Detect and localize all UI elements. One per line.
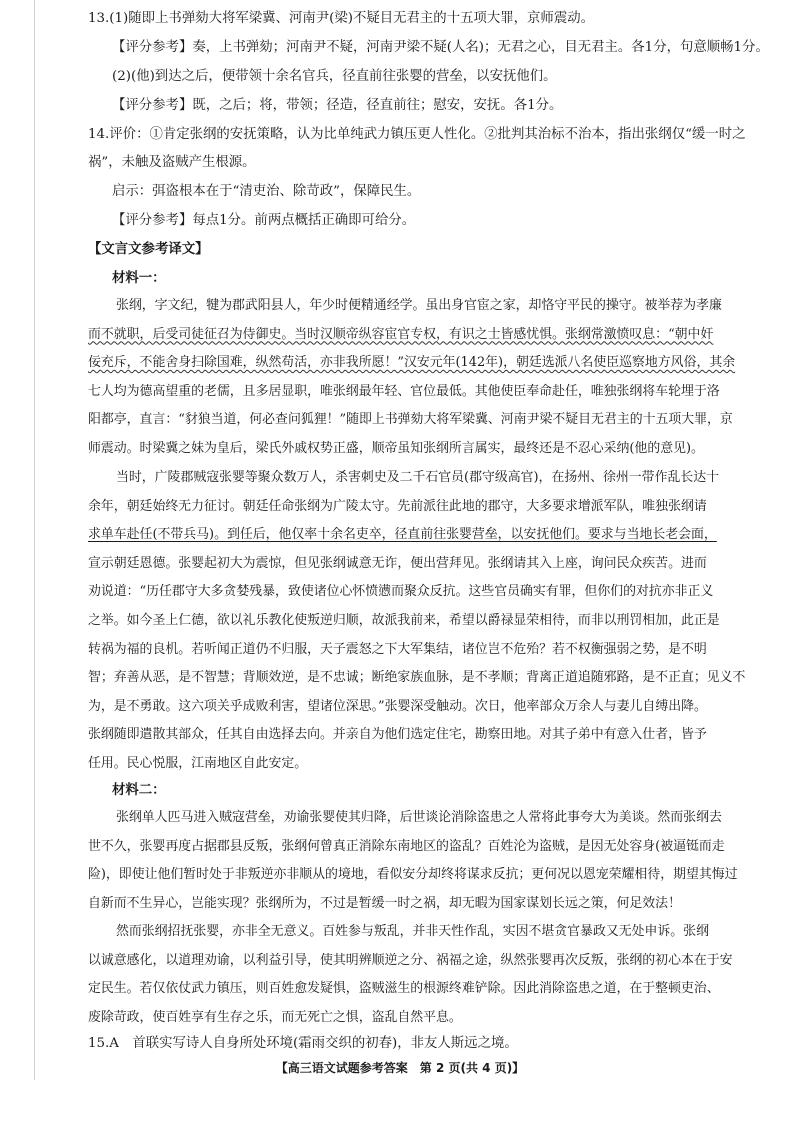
text-line: 智；弃善从恶，是不智慧；背顺效逆，是不忠诚；断绝家族血脉，是不孝顺；背离正道追随邪路，是不正直；见义不 [88,670,746,686]
text-line: 以诚意感化，以道理劝谕，以利益引导，使其明辨顺逆之分、祸福之途，纵然张婴再次反叛，张纲的初心本在于安 [88,952,733,968]
text-line: 宣示朝廷恩德。张婴起初大为震惊，但见张纲诚意无诈，便出营拜见。张纲请其入上座，询问民众疾苦。进而 [88,555,707,571]
text-line: 劝说道：“历任郡守大多贪婪残暴，致使诸位心怀愤懑而聚众反抗。这些官员确实有罪，但你们的对抗亦非正义 [88,584,714,600]
page-footer: 【高三语文试题参考答案 第 2 页(共 4 页)】 [275,1061,525,1075]
text-line: 废除苛政，使百姓享有生存之乐，而无死亡之惧，盗乱自然平息。 [88,1009,462,1025]
q13-scoring-1: 【评分参考】奏，上书弹劾；河南尹不疑，河南尹梁不疑(人名)；无君之心，目无君主。各1分，句意顺畅1分。 [112,40,769,55]
text-line: 为，是不勇敢。这六项关乎成败利害，望诸位深思。”张婴深受触动。次日，他率部众万余人与妻儿自缚出降。 [88,698,707,714]
q14-line-2: 祸”，未触及盗贼产生根源。 [88,155,256,170]
text-line: 定民生。若仅依仗武力镇压，则百姓愈发疑惧，盗贼滋生的根源终难铲除。因此消除盗患之道，在于整顿吏治、 [88,981,720,997]
material-2-paragraph-1 [88,804,738,918]
q14-inspiration: 启示：弭盗根本在于“清吏治、除苛政”，保障民生。 [112,184,421,199]
q14-scoring: 【评分参考】每点1分。前两点概括正确即可给分。 [112,213,416,228]
text-line: 世不久，张婴再度占据郡县反叛，张纲何曾真正消除东南地区的盗乱？百姓沦为盗贼，是因无处容身(被逼铤而走 [88,838,725,854]
material-1-paragraph-2 [88,464,746,779]
q14-line-1: 14.评价：①肯定张纲的安抚策略，认为比单纯武力镇压更人性化。②批判其治标不治本，指出张纲仅“缓一时之 [88,127,746,142]
text-line: 然而张纲招抚张婴，亦非全无意义。百姓参与叛乱，并非天性作乱，实因不堪贪官暴政又无处申诉。张纲 [116,924,709,939]
text-line: 求单车赴任(不带兵马)。到任后，他仅率十余名吏卒，径直前往张婴营垒，以安抚他们。要求与当地长老会面， [88,527,717,543]
section-title: 【文言文参考译文】 [88,241,209,257]
text-line: 张纲单人匹马进入贼寇营垒，劝谕张婴使其归降，后世谈论消除盗患之人常将此事夸大为美谈。然而张纲去 [116,810,722,825]
text-line: 张纲随即遣散其部众，任其自由选择去向。并亲自为他们选定住宅，勘察田地。对其子弟中有意入仕者，皆予 [88,727,707,743]
material-1-paragraph-1 [88,292,736,464]
text-line: 之举。如今圣上仁德，欲以礼乐教化使叛逆归顺，故派我前来，希望以爵禄显荣相待，而非以刑罚相加，此正是 [88,612,720,628]
text-line: 余年，朝廷始终无力征讨。朝廷任命张纲为广陵太守。先前派往此地的郡守，大多要求增派军队，唯独张纲请 [88,498,707,514]
text-line: 佞充斥，不能舍身扫除国难，纵然苟活，亦非我所愿！”汉安元年(142年)，朝廷选派八名使臣巡察地方风俗，其余 [88,355,736,371]
text-line: 任用。民心悦服，江南地区自此安定。 [88,755,308,771]
q13-scoring-2: 【评分参考】既，之后；将，带领；径造，径直前往；慰安，安抚。各1分。 [112,98,563,113]
text-line: 当时，广陵郡贼寇张婴等聚众数万人，杀害刺史及二千石官员(郡守级高官)，在扬州、徐州一带作乱长达十 [116,470,720,485]
text-line: 师震动。时梁冀之妹为皇后，梁氏外戚权势正盛，顺帝虽知张纲所言属实，最终还是不忍心采纳(他的意见)。 [88,440,704,456]
material-1-title: 材料一： [112,270,166,286]
text-line: 张纲，字文纪，犍为郡武阳县人，年少时便精通经学。虽出身官宦之家，却恪守平民的操守。被举荐为孝廉 [116,298,722,313]
material-2-paragraph-2 [88,918,733,1032]
text-line: 七人均为德高望重的老儒，且多居显职，唯张纲最年轻、官位最低。其他使臣奉命赴任，唯独张纲将车轮埋于洛 [88,383,720,399]
q15-line: 15.A 首联实写诗人自身所处环境(霜雨交织的初春)，非友人斯远之境。 [88,1036,518,1051]
q13-line-1: 13.(1)随即上书弹劾大将军梁冀、河南尹(梁)不疑目无君主的十五项大罪，京师震动。 [88,11,594,26]
material-2-title: 材料二： [112,782,166,798]
scan-edge-line [34,0,35,1080]
text-line: 自新而不生异心，岂能实现？张纲所为，不过是暂缓一时之祸，却无暇为国家谋划长远之策，何足效法！ [88,895,681,911]
q13-line-2: (2)(他)到达之后，便带领十余名官兵，径直前往张婴的营垒，以安抚他们。 [112,69,557,84]
text-line: 阳都亭，直言：“豺狼当道，何必查问狐狸！”随即上书弹劾大将军梁冀、河南尹梁不疑目无君主的十五项大罪，京 [88,412,733,428]
text-line: 险)，即使让他们暂时处于非叛逆亦非顺从的境地，看似安分却终将谋求反抗；更何况以恩宠荣耀相待，期望其悔过 [88,867,738,883]
text-line: 而不就职，后受司徒征召为侍御史。当时汉顺帝纵容宦官专权，有识之士皆感忧惧。张纲常激愤叹息：“朝中奸 [88,326,714,342]
text-line: 转祸为福的良机。若听闻正道仍不归服，天子震怒之下大军集结，诸位岂不危殆？若不权衡强弱之势，是不明 [88,641,707,657]
